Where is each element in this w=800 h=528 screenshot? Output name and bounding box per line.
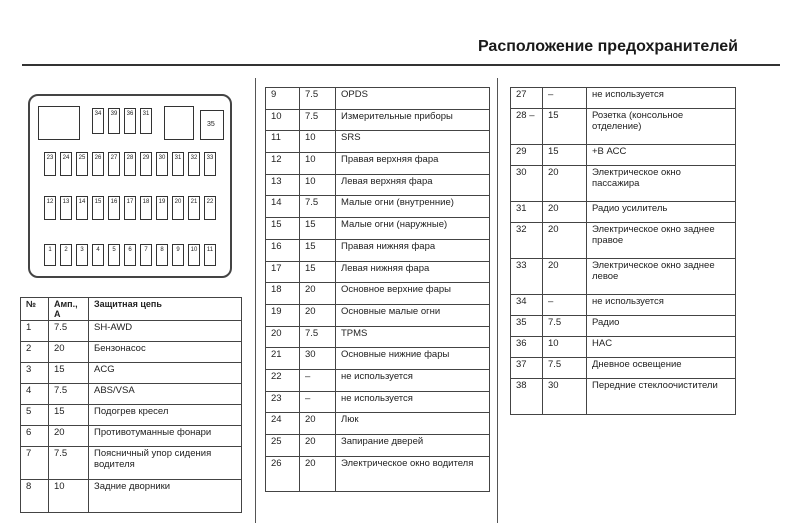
fuse-slot bbox=[44, 244, 56, 266]
fuse-slot bbox=[108, 244, 120, 266]
fuse-slot bbox=[60, 152, 72, 176]
fuse-amperage: 7.5 bbox=[543, 358, 587, 379]
fuse-slot-label: 12 bbox=[46, 199, 54, 205]
fuse-circuit: Малые огни (внутренние) bbox=[336, 196, 490, 218]
fuse-number: 5 bbox=[21, 405, 49, 426]
fuse-amperage: 15 bbox=[49, 363, 89, 384]
fuse-number: 14 bbox=[266, 196, 300, 218]
table-row bbox=[266, 304, 490, 326]
fuse-number: 35 bbox=[511, 316, 543, 337]
fuse-slot-label: 39 bbox=[110, 111, 118, 117]
fuse-slot-label: 30 bbox=[158, 155, 166, 161]
table-row bbox=[266, 174, 490, 196]
fuse-amperage: 30 bbox=[543, 379, 587, 415]
table-row bbox=[511, 166, 736, 202]
fuse-number: 16 bbox=[266, 239, 300, 261]
fuse-circuit: не используется bbox=[336, 369, 490, 391]
fuse-number: 21 bbox=[266, 348, 300, 370]
table-row bbox=[511, 88, 736, 109]
fuse-circuit: Дневное освещение bbox=[587, 358, 736, 379]
fuse-number: 13 bbox=[266, 174, 300, 196]
fuse-circuit: Электрическое окно заднее правое bbox=[587, 223, 736, 259]
header-amps: Амп., А bbox=[49, 298, 89, 321]
table-row bbox=[21, 342, 242, 363]
fuse-slot-label: 29 bbox=[142, 155, 150, 161]
header-circuit: Защитная цепь bbox=[89, 298, 242, 321]
fuse-amperage: 30 bbox=[300, 348, 336, 370]
fuse-number: 1 bbox=[21, 321, 49, 342]
fuse-number: 30 bbox=[511, 166, 543, 202]
title-divider bbox=[22, 64, 780, 66]
fuse-slot bbox=[188, 196, 200, 220]
fuse-amperage: 10 bbox=[300, 174, 336, 196]
fuse-slot-label: 11 bbox=[206, 247, 214, 253]
fuse-number: 22 bbox=[266, 369, 300, 391]
fuse-number: 10 bbox=[266, 109, 300, 131]
fuse-slot-label: 15 bbox=[94, 199, 102, 205]
fuse-circuit: не используется bbox=[336, 391, 490, 413]
fuse-slot bbox=[124, 196, 136, 220]
fuse-slot-label: 28 bbox=[126, 155, 134, 161]
fuse-amperage: 20 bbox=[49, 342, 89, 363]
fuse-circuit: Радио bbox=[587, 316, 736, 337]
fuse-amperage: 20 bbox=[543, 223, 587, 259]
fuse-circuit: Основные нижние фары bbox=[336, 348, 490, 370]
fuse-amperage: – bbox=[543, 295, 587, 316]
fuse-amperage: 7.5 bbox=[300, 196, 336, 218]
fuse-slot bbox=[188, 244, 200, 266]
fuse-number: 18 bbox=[266, 283, 300, 305]
fuse-slot bbox=[140, 108, 152, 134]
fuse-slot bbox=[124, 152, 136, 176]
fuse-circuit: не используется bbox=[587, 295, 736, 316]
fuse-amperage: 20 bbox=[300, 413, 336, 435]
table-row bbox=[511, 337, 736, 358]
fuse-amperage: 10 bbox=[49, 480, 89, 513]
table-row bbox=[266, 348, 490, 370]
table-row bbox=[266, 153, 490, 175]
fuse-amperage: 15 bbox=[300, 239, 336, 261]
header-number: № bbox=[21, 298, 49, 321]
fuse-circuit: +В АСС bbox=[587, 145, 736, 166]
fuse-slot-label: 6 bbox=[128, 247, 132, 253]
fuse-amperage: 15 bbox=[543, 109, 587, 145]
fuse-slot bbox=[44, 152, 56, 176]
fuse-slot bbox=[92, 244, 104, 266]
fuse-circuit: Левая нижняя фара bbox=[336, 261, 490, 283]
fuse-amperage: 20 bbox=[543, 166, 587, 202]
table-header-row bbox=[21, 298, 242, 321]
fuse-circuit: Измерительные приборы bbox=[336, 109, 490, 131]
table-row bbox=[266, 88, 490, 110]
fuse-slot-label: 3 bbox=[80, 247, 84, 253]
fuse-circuit: Левая верхняя фара bbox=[336, 174, 490, 196]
table-row bbox=[266, 109, 490, 131]
fuse-table-2 bbox=[265, 87, 490, 492]
fuse-slot-label: 16 bbox=[110, 199, 118, 205]
fuse-slot-label: 32 bbox=[190, 155, 198, 161]
fuse-number: 20 bbox=[266, 326, 300, 348]
fuse-circuit: Радио усилитель bbox=[587, 202, 736, 223]
fuse-circuit: Передние стеклоочистители bbox=[587, 379, 736, 415]
table-row bbox=[266, 413, 490, 435]
fuse-circuit: Правая нижняя фара bbox=[336, 239, 490, 261]
table-row bbox=[21, 405, 242, 426]
table-row bbox=[511, 316, 736, 337]
fuse-number: 26 bbox=[266, 456, 300, 491]
table-row bbox=[511, 358, 736, 379]
table-row bbox=[266, 196, 490, 218]
fuse-slot bbox=[140, 196, 152, 220]
fuse-slot bbox=[156, 196, 168, 220]
fuse-slot bbox=[172, 244, 184, 266]
fuse-number: 29 bbox=[511, 145, 543, 166]
fuse-slot bbox=[204, 152, 216, 176]
fuse-circuit: Задние дворники bbox=[89, 480, 242, 513]
relay-block-left bbox=[38, 106, 80, 140]
fuse-slot-label: 17 bbox=[126, 199, 134, 205]
fuse-number: 19 bbox=[266, 304, 300, 326]
table-row bbox=[266, 369, 490, 391]
fuse-circuit: Бензонасос bbox=[89, 342, 242, 363]
fuse-table-3 bbox=[510, 87, 736, 415]
column-divider-right bbox=[497, 78, 498, 523]
table-row bbox=[511, 145, 736, 166]
fuse-number: 31 bbox=[511, 202, 543, 223]
fuse-slot bbox=[124, 108, 136, 134]
table-row bbox=[266, 326, 490, 348]
fuse-amperage: 20 bbox=[543, 259, 587, 295]
fuse-number: 11 bbox=[266, 131, 300, 153]
table-row bbox=[511, 202, 736, 223]
fuse-slot bbox=[92, 196, 104, 220]
table-row bbox=[21, 447, 242, 480]
fuse-amperage: 7.5 bbox=[300, 109, 336, 131]
fuse-circuit: Правая верхняя фара bbox=[336, 153, 490, 175]
fuse-amperage: 20 bbox=[300, 283, 336, 305]
fuse-amperage: 20 bbox=[49, 426, 89, 447]
fuse-number: 33 bbox=[511, 259, 543, 295]
fuse-amperage: 15 bbox=[300, 261, 336, 283]
fuse-slot bbox=[76, 152, 88, 176]
fuse-slot bbox=[204, 196, 216, 220]
table-row bbox=[21, 426, 242, 447]
fuse-amperage: 7.5 bbox=[543, 316, 587, 337]
fuse-slot-label: 33 bbox=[206, 155, 214, 161]
fuse-slot bbox=[108, 196, 120, 220]
fuse-circuit: Поясничный упор сидения водителя bbox=[89, 447, 242, 480]
table-row bbox=[511, 259, 736, 295]
table-row bbox=[511, 379, 736, 415]
fuse-amperage: 10 bbox=[543, 337, 587, 358]
fuse-number: 4 bbox=[21, 384, 49, 405]
table-row bbox=[21, 384, 242, 405]
fuse-circuit: Противотуманные фонари bbox=[89, 426, 242, 447]
fuse-amperage: 7.5 bbox=[49, 384, 89, 405]
fuse-slot bbox=[76, 196, 88, 220]
fuse-circuit: SH-AWD bbox=[89, 321, 242, 342]
fuse-slot-label: 18 bbox=[142, 199, 150, 205]
fuse-circuit: ABS/VSA bbox=[89, 384, 242, 405]
fuse-number: 28 – bbox=[511, 109, 543, 145]
fuse-slot-label: 7 bbox=[144, 247, 148, 253]
fuse-amperage: – bbox=[300, 369, 336, 391]
fuse-slot-label: 24 bbox=[62, 155, 70, 161]
fuse-slot-label: 23 bbox=[46, 155, 54, 161]
fuse-circuit: SRS bbox=[336, 131, 490, 153]
fuse-number: 7 bbox=[21, 447, 49, 480]
fuse-slot bbox=[44, 196, 56, 220]
table-row bbox=[266, 435, 490, 457]
page-title: Расположение предохранителей bbox=[477, 38, 738, 55]
fuse-circuit: Малые огни (наружные) bbox=[336, 218, 490, 240]
fuse-amperage: 15 bbox=[49, 405, 89, 426]
fuse-amperage: 15 bbox=[300, 218, 336, 240]
fuse-amperage: 20 bbox=[543, 202, 587, 223]
table-row bbox=[511, 295, 736, 316]
fuse-number: 2 bbox=[21, 342, 49, 363]
fuse-slot-label: 10 bbox=[190, 247, 198, 253]
fuse-slot-label: 19 bbox=[158, 199, 166, 205]
table-row bbox=[21, 480, 242, 513]
fuse-circuit: Электрическое окно заднее левое bbox=[587, 259, 736, 295]
fuse-circuit: Основное верхние фары bbox=[336, 283, 490, 305]
fuse-slot-label: 14 bbox=[78, 199, 86, 205]
table-row bbox=[511, 109, 736, 145]
fuse-slot bbox=[60, 244, 72, 266]
fuse-slot-label: 13 bbox=[62, 199, 70, 205]
fuse-slot bbox=[156, 244, 168, 266]
fuse-number: 37 bbox=[511, 358, 543, 379]
table-row bbox=[511, 223, 736, 259]
fuse-slot-label: 34 bbox=[94, 111, 102, 117]
fuse-amperage: 20 bbox=[300, 456, 336, 491]
fuse-35-label: 35 bbox=[207, 121, 215, 128]
table-row bbox=[266, 218, 490, 240]
fuse-box-diagram bbox=[28, 94, 232, 278]
fuse-slot bbox=[124, 244, 136, 266]
fuse-amperage: 7.5 bbox=[300, 88, 336, 110]
fuse-slot-label: 1 bbox=[48, 247, 52, 253]
table-row bbox=[266, 391, 490, 413]
fuse-slot-label: 31 bbox=[142, 111, 150, 117]
fuse-circuit: Основные малые огни bbox=[336, 304, 490, 326]
fuse-amperage: 7.5 bbox=[49, 447, 89, 480]
fuse-slot-label: 9 bbox=[176, 247, 180, 253]
fuse-slot bbox=[204, 244, 216, 266]
fuse-number: 3 bbox=[21, 363, 49, 384]
fuse-slot-label: 25 bbox=[78, 155, 86, 161]
fuse-slot-label: 26 bbox=[94, 155, 102, 161]
fuse-number: 8 bbox=[21, 480, 49, 513]
fuse-number: 15 bbox=[266, 218, 300, 240]
table-row bbox=[266, 131, 490, 153]
fuse-amperage: 15 bbox=[543, 145, 587, 166]
fuse-number: 6 bbox=[21, 426, 49, 447]
fuse-slot-label: 20 bbox=[174, 199, 182, 205]
fuse-slot bbox=[156, 152, 168, 176]
fuse-number: 34 bbox=[511, 295, 543, 316]
fuse-35-box bbox=[200, 110, 224, 140]
fuse-slot bbox=[108, 152, 120, 176]
fuse-slot bbox=[140, 244, 152, 266]
fuse-circuit: Запирание дверей bbox=[336, 435, 490, 457]
fuse-circuit: Люк bbox=[336, 413, 490, 435]
fuse-slot bbox=[188, 152, 200, 176]
fuse-slot-label: 8 bbox=[160, 247, 164, 253]
fuse-number: 38 bbox=[511, 379, 543, 415]
fuse-amperage: 10 bbox=[300, 131, 336, 153]
fuse-circuit: не используется bbox=[587, 88, 736, 109]
fuse-number: 12 bbox=[266, 153, 300, 175]
fuse-slot bbox=[92, 108, 104, 134]
fuse-number: 9 bbox=[266, 88, 300, 110]
fuse-circuit: Электрическое окно пассажира bbox=[587, 166, 736, 202]
fuse-slot-label: 4 bbox=[96, 247, 100, 253]
relay-block-middle bbox=[164, 106, 194, 140]
fuse-circuit: HAC bbox=[587, 337, 736, 358]
fuse-slot bbox=[172, 152, 184, 176]
fuse-slot-label: 2 bbox=[64, 247, 68, 253]
fuse-number: 36 bbox=[511, 337, 543, 358]
fuse-circuit: Подогрев кресел bbox=[89, 405, 242, 426]
fuse-slot bbox=[108, 108, 120, 134]
table-row bbox=[21, 321, 242, 342]
table-row bbox=[21, 363, 242, 384]
table-row bbox=[266, 239, 490, 261]
fuse-slot-label: 5 bbox=[112, 247, 116, 253]
fuse-slot-label: 31 bbox=[174, 155, 182, 161]
fuse-slot-label: 21 bbox=[190, 199, 198, 205]
fuse-amperage: 7.5 bbox=[49, 321, 89, 342]
fuse-amperage: 7.5 bbox=[300, 326, 336, 348]
fuse-number: 25 bbox=[266, 435, 300, 457]
fuse-amperage: 20 bbox=[300, 435, 336, 457]
fuse-circuit: Электрическое окно водителя bbox=[336, 456, 490, 491]
fuse-table-1 bbox=[20, 297, 242, 513]
fuse-amperage: – bbox=[300, 391, 336, 413]
fuse-amperage: 20 bbox=[300, 304, 336, 326]
fuse-slot bbox=[92, 152, 104, 176]
fuse-circuit: Розетка (консольное отделение) bbox=[587, 109, 736, 145]
fuse-number: 32 bbox=[511, 223, 543, 259]
fuse-slot bbox=[60, 196, 72, 220]
fuse-slot-label: 36 bbox=[126, 111, 134, 117]
fuse-slot-label: 27 bbox=[110, 155, 118, 161]
fuse-number: 27 bbox=[511, 88, 543, 109]
fuse-slot bbox=[140, 152, 152, 176]
fuse-slot-label: 22 bbox=[206, 199, 214, 205]
fuse-slot bbox=[76, 244, 88, 266]
table-row bbox=[266, 261, 490, 283]
fuse-number: 24 bbox=[266, 413, 300, 435]
fuse-slot bbox=[172, 196, 184, 220]
fuse-circuit: OPDS bbox=[336, 88, 490, 110]
column-divider-left bbox=[255, 78, 256, 523]
fuse-circuit: ACG bbox=[89, 363, 242, 384]
table-row bbox=[266, 456, 490, 491]
fuse-circuit: TPMS bbox=[336, 326, 490, 348]
fuse-amperage: 10 bbox=[300, 153, 336, 175]
fuse-number: 23 bbox=[266, 391, 300, 413]
fuse-number: 17 bbox=[266, 261, 300, 283]
table-row bbox=[266, 283, 490, 305]
fuse-amperage: – bbox=[543, 88, 587, 109]
